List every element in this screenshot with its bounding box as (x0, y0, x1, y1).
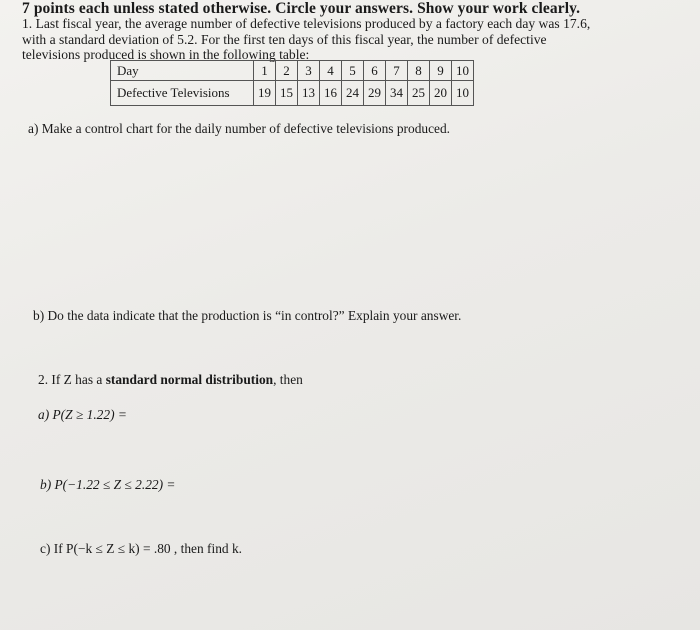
defects-cell: 19 (254, 81, 276, 106)
defects-cell: 15 (276, 81, 298, 106)
question-2-lead: 2. If Z has a (38, 372, 106, 387)
day-cell: 7 (386, 61, 408, 81)
defects-cell: 16 (320, 81, 342, 106)
day-cell: 8 (408, 61, 430, 81)
defects-cell: 24 (342, 81, 364, 106)
question-2-tail: , then (273, 372, 303, 387)
defects-cell: 25 (408, 81, 430, 106)
defects-cell: 34 (386, 81, 408, 106)
defects-row (111, 81, 474, 106)
question-2c: c) If P(−k ≤ Z ≤ k) = .80 , then find k. (40, 541, 242, 556)
day-cell: 10 (452, 61, 474, 81)
problem-1-line-3: televisions produced is shown in the following table: (22, 47, 310, 62)
question-2-stem (38, 372, 303, 388)
day-cell: 6 (364, 61, 386, 81)
defects-cell: 20 (430, 81, 452, 106)
question-1b: b) Do the data indicate that the production is “in control?” Explain your answer. (33, 308, 462, 323)
day-cell: 5 (342, 61, 364, 81)
question-1a: a) Make a control chart for the daily number of defective televisions produced. (28, 121, 451, 136)
question-2a: a) P(Z ≥ 1.22) = (38, 407, 127, 422)
day-row (111, 61, 474, 81)
day-cell: 9 (430, 61, 452, 81)
question-2b: b) P(−1.22 ≤ Z ≤ 2.22) = (40, 477, 176, 492)
question-2-bold: standard normal distribution (105, 372, 274, 387)
instructions-header: 7 points each unless stated otherwise. Circle your answers. Show your work clearly. (22, 0, 581, 17)
problem-1-intro (22, 16, 622, 63)
day-cell: 1 (254, 61, 276, 81)
day-cell: 4 (320, 61, 342, 81)
day-header: Day (111, 61, 254, 81)
defects-table (110, 60, 474, 106)
problem-1-line-2: with a standard deviation of 5.2. For the first ten days of this fiscal year, the number of defective (22, 31, 547, 47)
defects-cell: 10 (452, 81, 474, 106)
defects-cell: 13 (298, 81, 320, 106)
defects-cell: 29 (364, 81, 386, 106)
problem-1-line-1: 1. Last fiscal year, the average number of defective televisions produced by a factory each day was 17.6, (22, 16, 591, 31)
day-cell: 2 (276, 61, 298, 81)
day-cell: 3 (298, 61, 320, 81)
defects-header: Defective Televisions (111, 81, 254, 106)
